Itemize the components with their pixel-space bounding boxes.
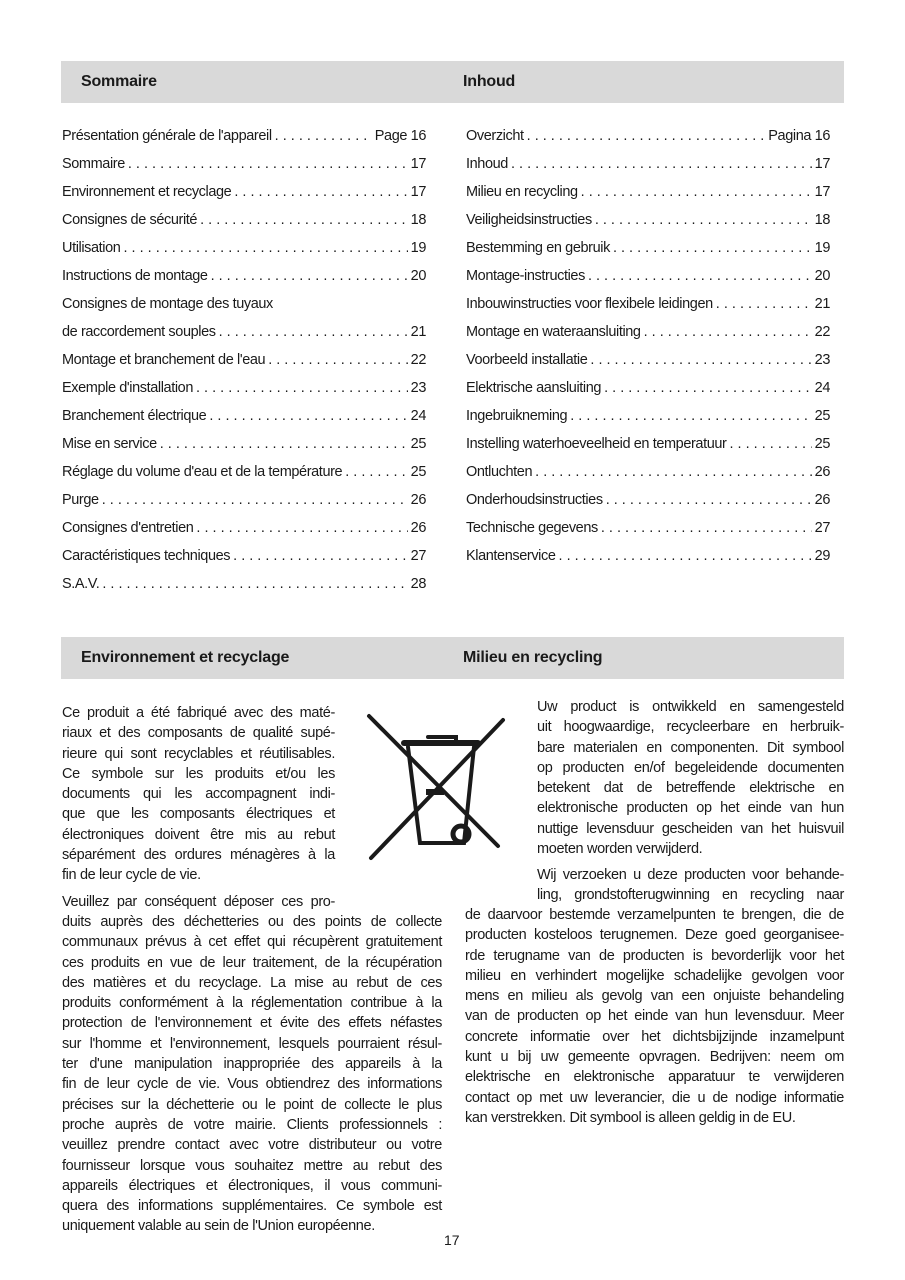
toc-entry	[62, 122, 426, 150]
text-line: concrete informatie over het dichtsbijzijnde inzamelpunt	[465, 1028, 844, 1045]
text-line: veuillez prendre contact avec votre distributeur ou votre	[62, 1137, 442, 1154]
toc-entry-page: 28	[410, 576, 426, 592]
toc-entry-page: 29	[814, 548, 830, 564]
toc-entry	[466, 430, 830, 458]
toc-entry-page: 20	[410, 268, 426, 284]
toc-entry-page: 27	[814, 520, 830, 536]
dot-leader	[102, 492, 408, 508]
toc-entry	[466, 150, 830, 178]
toc-entry-page: 27	[410, 548, 426, 564]
toc-entry	[62, 206, 426, 234]
toc-entry-label: Caractéristiques techniques	[62, 548, 231, 564]
text-line: fournisseur lorsque vous souhaitez mettre au rebut des	[62, 1157, 442, 1174]
toc-entry-label: Instelling waterhoeveelheid en temperatuur	[466, 436, 727, 452]
dot-leader	[716, 296, 812, 312]
text-line: duits auprès des déchetteries ou des points de collecte	[62, 914, 442, 930]
toc-entry	[62, 430, 426, 458]
text-line: protection de l'environnement et évite des effets néfastes	[62, 1015, 442, 1032]
text-line: proche auprès de votre mairie. Clients professionnels :	[62, 1116, 442, 1133]
toc-entry-label: Mise en service	[62, 436, 157, 452]
toc-entry	[62, 402, 426, 430]
toc-entry-page: 26	[410, 492, 426, 508]
text-line: documents qui les accompagnent indi-	[62, 786, 335, 803]
text-line: électroniques doivent être mis au rebut	[62, 826, 335, 843]
text-line: fin de leur cycle de vie.	[62, 867, 201, 884]
toc-entry-label: Montage en wateraansluiting	[466, 324, 641, 340]
text-line: quera des informations supplémentaires. Ce symbole est	[62, 1198, 442, 1215]
text-line: producten kosteloos terugnemen. Deze goed georganisee-	[465, 927, 844, 944]
text-line: ces produits en vue de leur traitement, de la récupération	[62, 954, 442, 971]
dot-leader	[604, 380, 812, 396]
dot-leader	[570, 408, 811, 424]
text-line: milieu en verhindert mogelijke schadelijke gevolgen voor	[465, 967, 844, 984]
toc-entry-page: 21	[410, 324, 426, 340]
dot-leader	[511, 156, 812, 172]
toc-entry-page: 25	[410, 436, 426, 452]
env-heading-nl: Milieu en recycling	[463, 649, 603, 666]
toc-french	[62, 122, 426, 598]
toc-entry-page: 17	[814, 184, 830, 200]
dot-leader	[209, 408, 407, 424]
text-line: de daarvoor bestemde verzamelpunten te brengen, die de	[465, 907, 844, 923]
toc-entry-page: 17	[814, 156, 830, 172]
text-line: appareils électriques et électroniques, il vous communi-	[62, 1177, 442, 1194]
text-line: moeten worden verwijderd.	[537, 841, 703, 858]
toc-entry	[466, 206, 830, 234]
toc-entry	[62, 290, 426, 318]
toc-entry	[62, 570, 426, 598]
toc-entry-page: 26	[814, 492, 830, 508]
toc-entry-page: 26	[814, 464, 830, 480]
dot-leader	[535, 464, 812, 480]
toc-entry-page: 18	[410, 212, 426, 228]
toc-entry-label: Overzicht	[466, 128, 524, 144]
toc-entry-page: 26	[410, 520, 426, 536]
toc-entry	[62, 486, 426, 514]
dot-leader	[233, 548, 408, 564]
text-line: kunt u bij uw gemeente opvragen. Bedrijven: neem om	[465, 1049, 844, 1066]
toc-entry-label: Inhoud	[466, 156, 508, 172]
toc-entry-label: Veiligheidsinstructies	[466, 212, 592, 228]
toc-entry-page: 22	[410, 352, 426, 368]
text-line: communaux prévus à cet effet qui récupèrent gratuitement	[62, 934, 442, 951]
toc-entry	[466, 486, 830, 514]
toc-entry-label: Ingebruikneming	[466, 408, 568, 424]
toc-entry-label: Utilisation	[62, 240, 121, 256]
toc-entry	[466, 514, 830, 542]
toc-entry	[466, 346, 830, 374]
text-line: séparément des ordures ménagères à la	[62, 847, 335, 864]
toc-entry-page: 20	[814, 268, 830, 284]
text-line: betekent dat de betreffende elektrische en	[537, 780, 844, 797]
dot-leader	[606, 492, 812, 508]
dot-leader	[559, 548, 812, 564]
toc-entry-page: 24	[814, 380, 830, 396]
dot-leader	[590, 352, 811, 368]
toc-header-bar	[61, 61, 844, 103]
dot-leader	[211, 268, 408, 284]
text-line: contact op met uw leverancier, die u de nodige informatie	[465, 1089, 844, 1106]
toc-entry-label: Consignes d'entretien	[62, 520, 194, 536]
dot-leader	[102, 576, 407, 592]
dutch-paragraph-1	[537, 697, 844, 859]
toc-entry	[466, 458, 830, 486]
text-line: Ce symbole sur les produits et/ou les	[62, 765, 335, 782]
french-paragraph-2	[62, 912, 442, 1237]
dutch-paragraph-2-start	[537, 865, 844, 906]
toc-entry	[466, 262, 830, 290]
dot-leader	[128, 156, 408, 172]
toc-entry-label: Inbouwinstructies voor flexibele leidingen	[466, 296, 713, 312]
toc-entry	[466, 402, 830, 430]
toc-heading-fr: Sommaire	[81, 73, 157, 90]
toc-entry-page: 17	[410, 156, 426, 172]
dot-leader	[275, 128, 372, 144]
dot-leader	[160, 436, 408, 452]
toc-entry-label: Présentation générale de l'appareil	[62, 128, 272, 144]
toc-entry-label: Purge	[62, 492, 99, 508]
dot-leader	[123, 240, 407, 256]
toc-entry-page: 19	[814, 240, 830, 256]
toc-entry-page: 24	[410, 408, 426, 424]
toc-entry-label: Consignes de montage des tuyaux	[62, 296, 273, 312]
text-line: elektrische en elektronische apparatuur te verwijderen	[465, 1069, 844, 1086]
toc-entry-page: 19	[410, 240, 426, 256]
text-line: riaux et des composants de qualité supé-	[62, 725, 335, 742]
toc-entry-page: 22	[814, 324, 830, 340]
toc-entry	[466, 178, 830, 206]
dot-leader	[527, 128, 766, 144]
dot-leader	[613, 240, 812, 256]
toc-entry-label: Montage et branchement de l'eau	[62, 352, 266, 368]
text-line: produits conformément à la réglementation contribue à la	[62, 995, 442, 1012]
toc-entry-label: Réglage du volume d'eau et de la température	[62, 464, 343, 480]
french-paragraph-2-start	[62, 892, 335, 912]
dot-leader	[588, 268, 812, 284]
toc-entry	[62, 542, 426, 570]
toc-entry	[466, 318, 830, 346]
toc-entry-label: Sommaire	[62, 156, 125, 172]
dot-leader	[219, 324, 408, 340]
toc-dutch	[466, 122, 830, 570]
text-line: rde terugname van de producten is bevorderlijk voor het	[465, 947, 844, 964]
toc-entry-label: Environnement et recyclage	[62, 184, 232, 200]
text-line: Veuillez par conséquent déposer ces pro-	[62, 894, 335, 910]
toc-entry-label: Consignes de sécurité	[62, 212, 198, 228]
toc-entry-label: S.A.V.	[62, 576, 100, 592]
toc-entry-page: Pagina 16	[768, 128, 830, 144]
toc-entry	[62, 374, 426, 402]
toc-entry-label: Ontluchten	[466, 464, 533, 480]
toc-entry-label: Instructions de montage	[62, 268, 208, 284]
toc-entry-label: Bestemming en gebruik	[466, 240, 610, 256]
text-line: nuttige levensduur gescheiden van het huisvuil	[537, 820, 844, 837]
dot-leader	[345, 464, 407, 480]
toc-entry	[466, 122, 830, 150]
dot-leader	[196, 520, 407, 536]
toc-entry-page: Page 16	[374, 128, 426, 144]
toc-entry	[62, 262, 426, 290]
text-line: des matières et du recyclage. La mise au rebut de ces	[62, 974, 442, 991]
text-line: van de producten op het einde van hun levensduur. Meer	[465, 1008, 844, 1025]
toc-entry-label: Klantenservice	[466, 548, 556, 564]
text-line: ling, grondstofterugwinning en recycling naar	[537, 887, 844, 904]
dot-leader	[196, 380, 408, 396]
text-line: que que les composants électriques et	[62, 806, 335, 823]
text-line: mens en milieu als gevolg van een onjuiste behandeling	[465, 988, 844, 1005]
text-line: uit hoogwaardige, recycleerbare en herbruik-	[537, 719, 844, 736]
toc-entry-label: Montage-instructies	[466, 268, 585, 284]
page-number: 17	[444, 1232, 460, 1248]
text-line: fin de leur cycle de vie. Vous obtiendrez des informations	[62, 1076, 442, 1093]
dot-leader	[581, 184, 812, 200]
toc-entry-label: de raccordement souples	[62, 324, 216, 340]
toc-entry-label: Milieu en recycling	[466, 184, 578, 200]
toc-entry	[62, 346, 426, 374]
text-line: op producten en/of begeleidende documenten	[537, 759, 844, 776]
text-line: ter d'une manipulation inappropriée des appareils à la	[62, 1056, 442, 1073]
toc-heading-nl: Inhoud	[463, 73, 516, 90]
dot-leader	[644, 324, 812, 340]
dot-leader	[268, 352, 407, 368]
weee-crossed-bin-icon	[366, 713, 506, 863]
text-line: elektronische producten op het einde van hun	[537, 800, 844, 817]
toc-entry-page: 17	[410, 184, 426, 200]
toc-entry-page: 21	[814, 296, 830, 312]
toc-entry-page: 25	[410, 464, 426, 480]
toc-entry-page: 18	[814, 212, 830, 228]
text-line: uniquement valable au sein de l'Union européenne.	[62, 1218, 375, 1235]
dot-leader	[601, 520, 812, 536]
env-heading-fr: Environnement et recyclage	[81, 649, 290, 666]
text-line: Ce produit a été fabriqué avec des maté-	[62, 705, 335, 721]
text-line: Uw product is ontwikkeld en samengesteld	[537, 699, 844, 715]
toc-entry	[62, 458, 426, 486]
toc-entry-label: Technische gegevens	[466, 520, 598, 536]
french-paragraph-1	[62, 703, 335, 886]
toc-entry-label: Voorbeeld installatie	[466, 352, 588, 368]
toc-entry	[62, 234, 426, 262]
text-line: sur l'homme et l'environnement, lesquels pourraient résul-	[62, 1035, 442, 1052]
toc-entry	[466, 290, 830, 318]
dutch-paragraph-2	[465, 905, 844, 1128]
toc-entry	[62, 150, 426, 178]
toc-entry	[62, 318, 426, 346]
toc-entry	[466, 542, 830, 570]
text-line: Wij verzoeken u deze producten voor behande-	[537, 867, 844, 883]
dot-leader	[595, 212, 812, 228]
toc-entry-page: 23	[814, 352, 830, 368]
toc-entry	[466, 374, 830, 402]
dot-leader	[234, 184, 407, 200]
toc-entry-page: 25	[814, 436, 830, 452]
toc-entry	[62, 178, 426, 206]
toc-entry-label: Elektrische aansluiting	[466, 380, 602, 396]
toc-entry-label: Exemple d'installation	[62, 380, 193, 396]
toc-entry	[62, 514, 426, 542]
toc-entry-label: Branchement électrique	[62, 408, 207, 424]
text-line: rieure qui sont recyclables et réutilisables.	[62, 745, 335, 762]
text-line: précises sur la déchetterie ou le point de collecte le plus	[62, 1096, 442, 1113]
environment-header-bar	[61, 637, 844, 679]
toc-entry	[466, 234, 830, 262]
toc-entry-label: Onderhoudsinstructies	[466, 492, 603, 508]
toc-entry-page: 25	[814, 408, 830, 424]
text-line: bare materialen en componenten. Dit symbool	[537, 739, 844, 756]
text-line: kan verstrekken. Dit symbool is alleen geldig in de EU.	[465, 1109, 796, 1126]
toc-entry-page: 23	[410, 380, 426, 396]
dot-leader	[200, 212, 408, 228]
dot-leader	[730, 436, 812, 452]
